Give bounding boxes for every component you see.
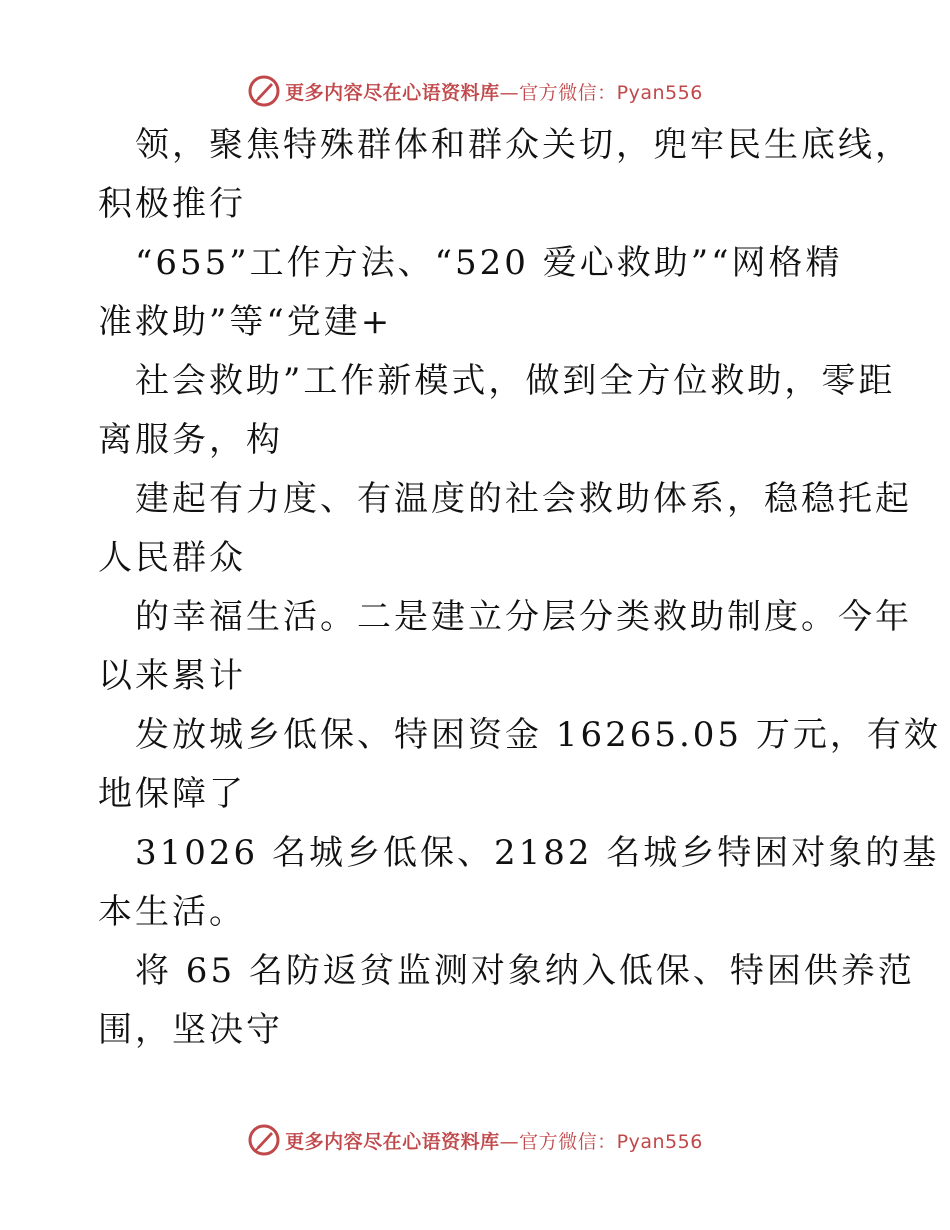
text-line: 建起有力度、有温度的社会救助体系，稳稳托起 [135, 479, 912, 519]
footer-watermark-banner [0, 1120, 950, 1160]
banner-site-text [285, 1127, 703, 1154]
document-body [98, 116, 941, 1060]
text-line: 将 65 名防返贫监测对象纳入低保、特困供养范 [135, 951, 915, 991]
text-line: 准救助”等“党建+ [98, 302, 393, 342]
text-line: 地保障了 [98, 774, 246, 814]
quill-circle-logo-icon [247, 74, 281, 108]
banner-site-name: 更多内容尽在心语资料库 [285, 81, 500, 104]
text-line: 人民群众 [98, 538, 246, 578]
text-line: 围，坚决守 [98, 1010, 283, 1050]
text-line: 积极推行 [98, 184, 246, 224]
text-line: 以来累计 [98, 656, 246, 696]
text-line: 离服务，构 [98, 420, 283, 460]
banner-site-name: 更多内容尽在心语资料库 [285, 1130, 500, 1153]
banner-wechat: —官方微信：Pyan556 [499, 1130, 703, 1153]
text-line: “655”工作方法、“520 爱心救助”“网格精 [135, 243, 843, 283]
text-line: 的幸福生活。二是建立分层分类救助制度。今年 [135, 597, 912, 637]
text-line: 社会救助”工作新模式，做到全方位救助，零距 [135, 361, 896, 401]
quill-circle-logo-icon [247, 1123, 281, 1157]
banner-site-text [285, 78, 703, 105]
text-line: 本生活。 [98, 892, 246, 932]
text-line: 31026 名城乡低保、2182 名城乡特困对象的基 [135, 833, 940, 873]
text-line: 发放城乡低保、特困资金 16265.05 万元，有效 [135, 715, 941, 755]
header-watermark-banner [0, 71, 950, 111]
banner-wechat: —官方微信：Pyan556 [499, 81, 703, 104]
text-line: 领，聚焦特殊群体和群众关切，兜牢民生底线， [135, 125, 912, 165]
